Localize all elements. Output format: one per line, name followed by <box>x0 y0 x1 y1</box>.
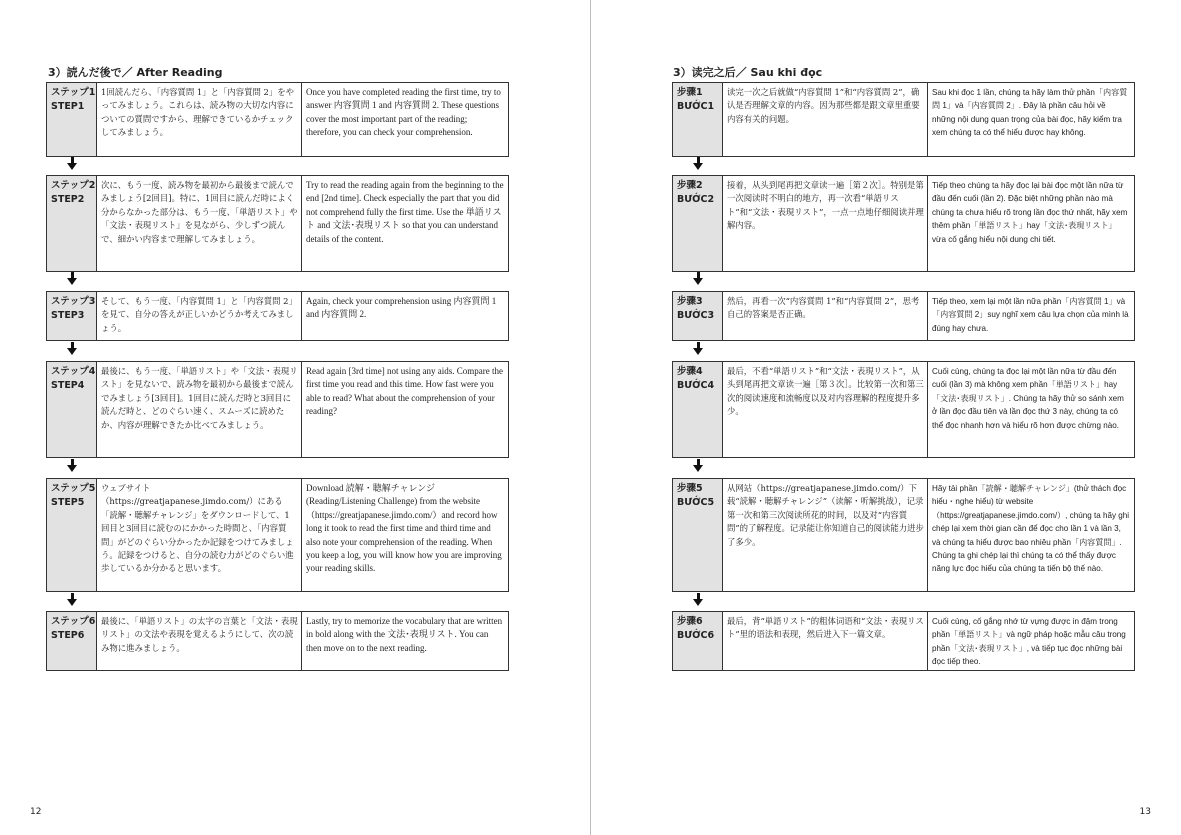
step-chinese-text: 读完一次之后就做“内容質問 1”和“内容質問 2”，确认是否理解文章的内容。因为那些都是跟文章里重要内容有关的问题。 <box>723 83 928 156</box>
step-japanese-text: 最後に、もう一度、「単語リスト」や「文法・表現リスト」を見ないで、読み物を最初から最後まで読んでみましょう[3回目]。1回目に読んだ時と3回目に読んだ時と、どのぐらい速く、スムーズに読めたか、内容が理解できたか比べてみましょう。 <box>97 362 302 457</box>
section-title: 3）读完之后／ Sau khi đọc <box>673 66 823 79</box>
step-vietnamese-text: Sau khi đọc 1 lần, chúng ta hãy làm thử phần「内容質問 1」và「内容質問 2」. Đây là phần câu hỏi về những nội dung quan trọng của bài đọc, hãy kiểm tra xem chúng ta có thể hiểu được hay không. <box>932 88 1128 138</box>
step-1 <box>46 82 509 157</box>
page-left <box>0 0 590 835</box>
step-vietnamese-text: Hãy tải phần「読解・聴解チャレンジ」(thử thách đọc hiểu・nghe hiểu) từ website（https://greatjapanese.jimdo.com/）, chúng ta hãy ghi chép lại xem thời gian cần để đọc cho lần 1 và lần 3, và chúng ta hiểu được bao nhiêu phần「内容質問」. Chúng ta ghi chép lại thì chúng ta có thể thấy được năng lực đọc hiểu của chúng ta tiến bộ thế nào. <box>932 484 1130 574</box>
step-4 <box>46 361 509 458</box>
step-label: 步骤1 BƯỚC1 <box>673 83 723 156</box>
step-label: ステップ1 STEP1 <box>47 83 97 156</box>
step-chinese-text: 接着，从头到尾再把文章读一遍［第２次］。特别是第一次阅读时不明白的地方，再一次看“単語リスト”和“文法・表現リスト”，一点一点地仔细阅读并理解内容。 <box>723 176 928 271</box>
step-japanese-text: ウェブサイト（https://greatjapanese.jimdo.com/）にある「読解・聴解チャレンジ」をダウンロードして、1回目と3回目に読むのにかかった時間と、「内容質問」がどのぐらい分かったか記録をつけてみましょう。記録をつけると、自分の読む力がどのぐらい進歩しているか分かると思います。 <box>97 479 302 591</box>
step-label: ステップ3 STEP3 <box>47 292 97 340</box>
step-label: 步骤5 BƯỚC5 <box>673 479 723 591</box>
page-number: 13 <box>1139 807 1151 817</box>
step-japanese-text: そして、もう一度、「内容質問 1」と「内容質問 2」を見て、自分の答えが正しいかどうか考えてみましょう。 <box>97 292 302 340</box>
step-vietnamese-text: Tiếp theo chúng ta hãy đọc lại bài đọc một lần nữa từ đầu đến cuối (lần 2). Đặc biệt những phần nào mà chúng ta chưa hiểu rõ trong lần đọc thứ nhất, hãy xem thêm phần「単語リスト」hay「文法･表現リスト」vừa cố gắng hiểu nội dung chi tiết. <box>932 181 1128 244</box>
step-label: ステップ2 STEP2 <box>47 176 97 271</box>
down-arrow-icon <box>67 163 77 170</box>
step-label: 步骤3 BƯỚC3 <box>673 292 723 340</box>
step-japanese-text: 最後に、「単語リスト」の太字の言葉と「文法・表現リスト」の文法や表現を覚えるようにして、次の読み物に進みましょう。 <box>97 612 302 670</box>
step-label: 步骤6 BƯỚC6 <box>673 612 723 670</box>
step-english-text: Again, check your comprehension using 内容質問 1 and 内容質問 2. <box>306 296 497 320</box>
step-japanese-text: 次に、もう一度、読み物を最初から最後まで読んでみましょう[2回目]。特に、1回目に読んだ時によく分からなかった部分は、もう一度、「単語リスト」や「文法・表現リスト」を見ながら、少しずつ読んで、細かい内容まで理解してみましょう。 <box>97 176 302 271</box>
step-5 <box>672 478 1135 592</box>
step-english-text: Download 読解・聴解チャレンジ(Reading/Listening Challenge) from the website（https://greatjapanese.jimdo.com/）and record how long it took to read the first time and third time and also note your comprehension of the reading. When you keep a log, you will know how you are improving your reading skills. <box>306 483 502 574</box>
down-arrow-icon <box>67 465 77 472</box>
step-vietnamese-text: Tiếp theo, xem lại một lần nữa phần「内容質問 1」và「内容質問 2」suy nghĩ xem câu lựa chọn của mình là đúng hay chưa. <box>932 297 1129 333</box>
step-6 <box>46 611 509 671</box>
step-chinese-text: 然后，再看一次“内容質問 1”和“内容質問 2”，思考自己的答案是否正确。 <box>723 292 928 340</box>
step-english-text: Lastly, try to memorize the vocabulary that are written in bold along with the 文法･表現リスト. You can then move on to the next reading. <box>306 616 503 653</box>
down-arrow-icon <box>693 163 703 170</box>
step-japanese-text: 1回読んだら、「内容質問 1」と「内容質問 2」をやってみましょう。これらは、読み物の大切な内容についての質問ですから、理解できているかチェックしてみましょう。 <box>97 83 302 156</box>
step-chinese-text: 最后，背“単語リスト”的粗体词语和“文法・表現リスト”里的语法和表现，然后进入下一篇文章。 <box>723 612 928 670</box>
step-english-text: Read again [3rd time] not using any aids. Compare the first time you read and this time. How fast were you able to read? What about the comprehension of your reading? <box>306 366 503 417</box>
step-6 <box>672 611 1135 671</box>
step-chinese-text: 最后，不看“単語リスト”和“文法・表現リスト”，从头到尾再把文章读一遍［第３次］。比较第一次和第三次的阅读速度和流畅度以及对内容理解的程度提升多少。 <box>723 362 928 457</box>
down-arrow-icon <box>693 599 703 606</box>
down-arrow-icon <box>67 599 77 606</box>
step-label: 步骤4 BƯỚC4 <box>673 362 723 457</box>
step-label: ステップ6 STEP6 <box>47 612 97 670</box>
step-1 <box>672 82 1135 157</box>
step-2 <box>46 175 509 272</box>
step-2 <box>672 175 1135 272</box>
step-chinese-text: 从网站（https://greatjapanese.jimdo.com/）下载“読解・聴解チャレンジ”（读解・听解挑战），记录第一次和第三次阅读所花的时间，以及对“内容質問”的了解程度。记录能让你知道自己的阅读能力进步了多少。 <box>723 479 928 591</box>
step-label: 步骤2 BƯỚC2 <box>673 176 723 271</box>
step-4 <box>672 361 1135 458</box>
down-arrow-icon <box>693 278 703 285</box>
step-label: ステップ5 STEP5 <box>47 479 97 591</box>
step-3 <box>672 291 1135 341</box>
page-right <box>591 0 1181 835</box>
down-arrow-icon <box>67 278 77 285</box>
down-arrow-icon <box>693 348 703 355</box>
step-english-text: Once you have completed reading the first time, try to answer 内容質問 1 and 内容質問 2. These questions cover the most important part of the reading; therefore, you can check your comprehension. <box>306 87 501 138</box>
page-number: 12 <box>30 807 42 817</box>
step-3 <box>46 291 509 341</box>
down-arrow-icon <box>67 348 77 355</box>
down-arrow-icon <box>693 465 703 472</box>
step-label: ステップ4 STEP4 <box>47 362 97 457</box>
step-5 <box>46 478 509 592</box>
step-english-text: Try to read the reading again from the beginning to the end [2nd time]. Check especially the part that you did not comprehend fully the first time. Use the 単語リスト and 文法･表現リスト so that you can understand details of the content. <box>306 180 504 244</box>
step-vietnamese-text: Cuối cùng, cố gắng nhớ từ vựng được in đậm trong phần「単語リスト」và ngữ pháp hoặc mẫu câu trong phần「文法･表現リスト」, và tiếp tục đọc những bài đọc tiếp theo. <box>932 617 1126 667</box>
step-vietnamese-text: Cuối cùng, chúng ta đọc lại một lần nữa từ đầu đến cuối (lần 3) mà không xem phần「単語リスト」hay「文法･表現リスト」. Chúng ta hãy thử so sánh xem ở lần đọc đầu tiên và lần đọc thứ 3 này, chúng ta có thể đọc nhanh hơn và hiểu rõ hơn được chừng nào. <box>932 367 1124 430</box>
section-title: 3）読んだ後で／ After Reading <box>48 66 223 79</box>
